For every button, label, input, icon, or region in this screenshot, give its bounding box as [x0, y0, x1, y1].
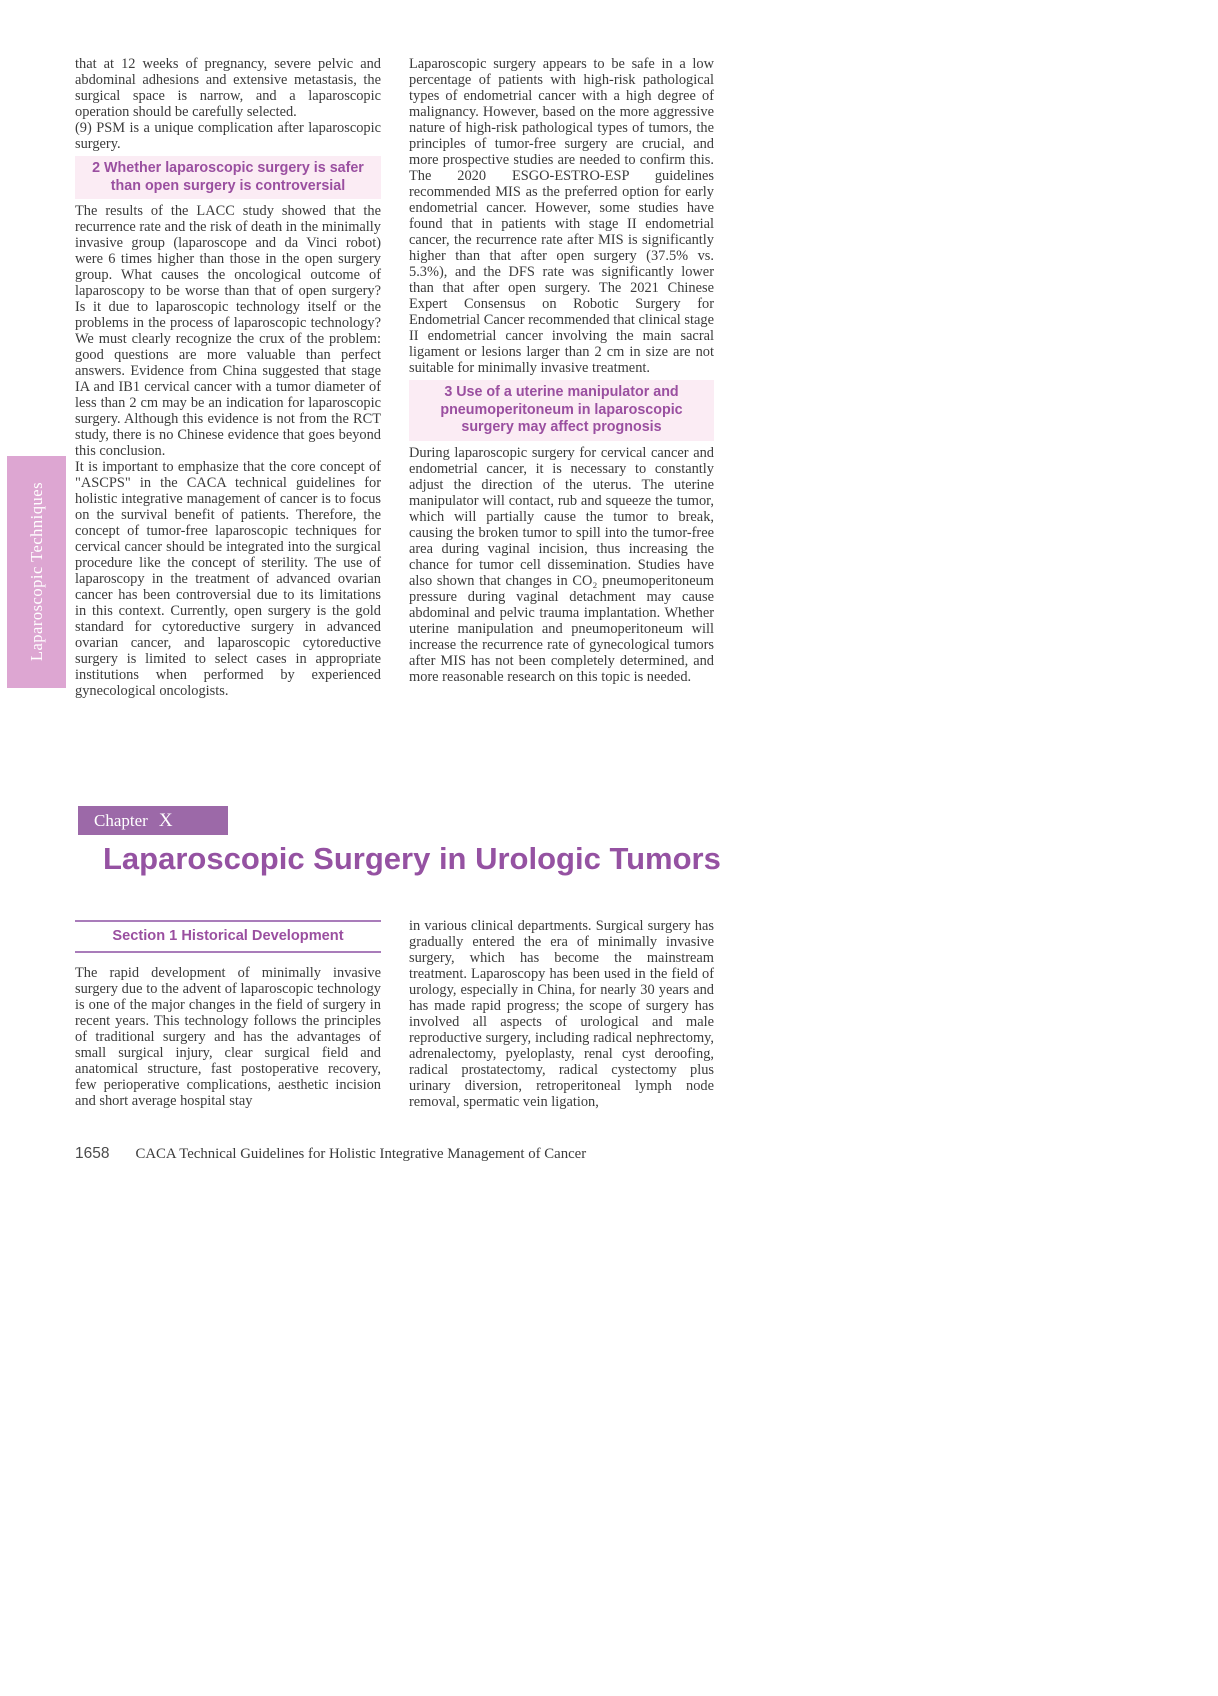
page-number: 1658 [75, 1145, 110, 1162]
page-footer [75, 1145, 586, 1163]
paragraph-historical-left: The rapid development of minimally invasive surgery due to the advent of laparoscopic technology is one of the major changes in the field of surgery in recent years. This technology follows the principles of traditional surgery and has the advantages of small surgical injury, clear surgical field and anatomical structure, fast postoperative recovery, few perioperative complications, aesthetic incision and short average hospital stay [75, 965, 381, 1109]
chapter-edge-tab [7, 456, 66, 688]
subsection-heading-2: 2 Whether laparoscopic surgery is safer than open surgery is controversial [75, 156, 381, 199]
paragraph-lacc-study: The results of the LACC study showed that the recurrence rate and the risk of death in the minimally invasive group (laparoscope and da Vinci robot) were 6 times higher than those in the open surgery group. What causes the oncological outcome of laparoscopy to be worse than that of open surgery? Is it due to laparoscopic technology itself or the problems in the process of laparoscopic technology? We must clearly recognize the crux of the problem: good questions are more valuable than perfect answers. Evidence from China suggested that stage IA and IB1 cervical cancer with a tumor diameter of less than 2 cm may be an indication for laparoscopic surgery. Although this evidence is not from the RCT study, there is no Chinese evidence that goes beyond this conclusion. [75, 203, 381, 459]
left-column-bottom [75, 965, 381, 1109]
section-heading: Section 1 Historical Development [75, 920, 381, 953]
left-column-top [75, 56, 381, 699]
right-column-bottom [409, 918, 714, 1110]
paragraph-pregnancy-continuation: that at 12 weeks of pregnancy, severe pelvic and abdominal adhesions and extensive metastasis, the surgical space is narrow, and a laparoscopic operation should be carefully selected. [75, 56, 381, 120]
paragraph-ascps: It is important to emphasize that the core concept of "ASCPS" in the CACA technical guidelines for holistic integrative management of cancer is to focus on the survival benefit of patients. Therefore, the concept of tumor-free laparoscopic techniques for cervical cancer should be integrated into the surgical procedure like the concept of sterility. The use of laparoscopy in the treatment of advanced ovarian cancer has been controversial due to its limitations in this context. Currently, open surgery is the gold standard for cytoreductive surgery in advanced ovarian cancer, and laparoscopic cytoreductive surgery is limited to select cases in appropriate institutions when performed by experienced gynecological oncologists. [75, 459, 381, 699]
chapter-banner [78, 806, 228, 835]
right-column-top [409, 56, 714, 685]
chapter-title: Laparoscopic Surgery in Urologic Tumors [103, 841, 721, 876]
paragraph-uterine-manipulator: During laparoscopic surgery for cervical cancer and endometrial cancer, it is necessary to constantly adjust the direction of the uterus. The uterine manipulator will contact, rub and squeeze the tumor, which will partially cause the tumor to break, causing the broken tumor to spill into the tumor-free area during vaginal incision, thus increasing the chance for tumor cell dissemination. Studies have also shown that changes in CO₂ pneumoperitoneum pressure during vaginal detachment may cause abdominal and pelvic trauma implantation. Whether uterine manipulation and pneumoperitoneum will increase the recurrence rate of gynecological tumors after MIS has not been completely determined, and more reasonable research on this topic is needed. [409, 444, 714, 685]
paragraph-endometrial: Laparoscopic surgery appears to be safe in a low percentage of patients with high-risk pathological types of endometrial cancer with a high degree of malignancy. However, based on the more aggressive nature of high-risk pathological types of tumors, the principles of tumor-free surgery are crucial, and more prospective studies are needed to confirm this. The 2020 ESGO-ESTRO-ESP guidelines recommended MIS as the preferred option for early endometrial cancer. However, some studies have found that in patients with stage II endometrial cancer, the recurrence rate after MIS is significantly higher than that after open surgery (37.5% vs. 5.3%), and the DFS rate was significantly lower than that after open surgery. The 2021 Chinese Expert Consensus on Robotic Surgery for Endometrial Cancer recommended that clinical stage II endometrial cancer involving the main sacral ligament or lesions larger than 2 cm in size are not suitable for minimally invasive treatment. [409, 56, 714, 376]
paragraph-historical-right: in various clinical departments. Surgical surgery has gradually entered the era of minimally invasive surgery, which has become the mainstream treatment. Laparoscopy has been used in the field of urology, especially in China, for nearly 30 years and has made rapid progress; the scope of surgery has involved all aspects of urological and male reproductive surgery, including radical nephrectomy, adrenalectomy, pyeloplasty, renal cyst deroofing, radical prostatectomy, radical cystectomy plus urinary diversion, retroperitoneal lymph node removal, spermatic vein ligation, [409, 918, 714, 1110]
paragraph-psm: (9) PSM is a unique complication after laparoscopic surgery. [75, 120, 381, 152]
chapter-banner-numeral: X [158, 809, 173, 831]
subsection-heading-3: 3 Use of a uterine manipulator and pneumoperitoneum in laparoscopic surgery may affect prognosis [409, 380, 714, 441]
chapter-banner-word: Chapter [94, 810, 148, 830]
running-title: CACA Technical Guidelines for Holistic Integrative Management of Cancer [135, 1146, 587, 1162]
edge-tab-label: Laparoscopic Techniques [26, 482, 46, 662]
